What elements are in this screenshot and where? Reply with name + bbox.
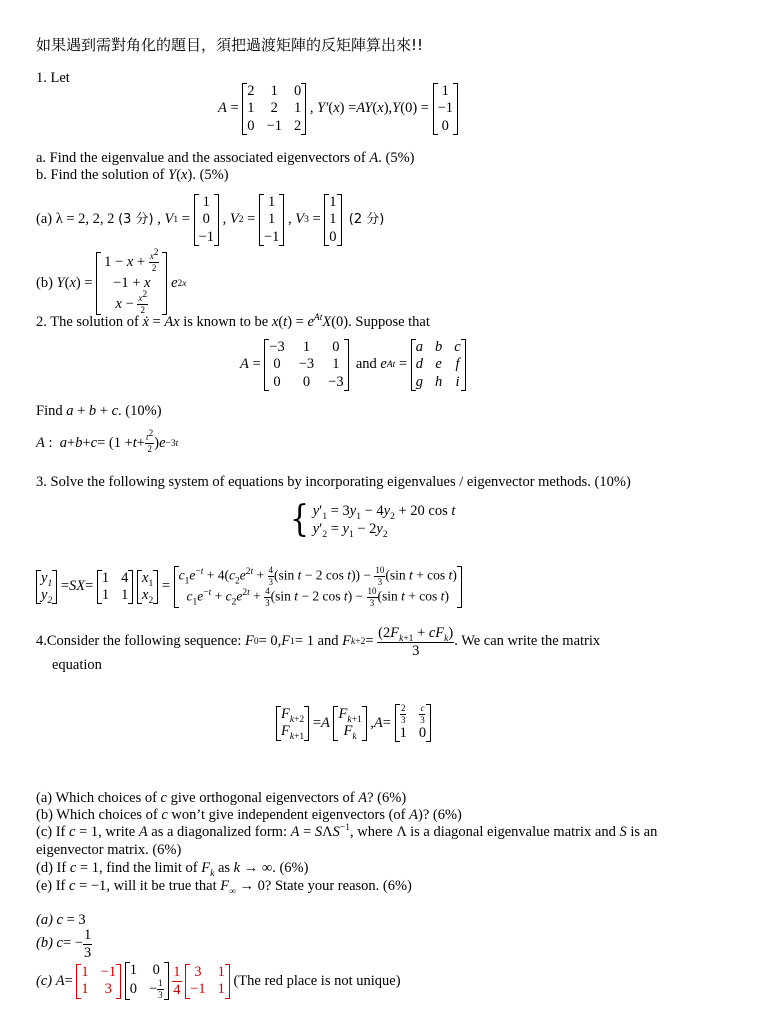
problem-3-system: { $y'_1 = 3y_1 - 4y_2 + 20$ cos t $y'_2 = y_1 - 2y_2$ (290, 498, 456, 541)
problem-3-text: 3. Solve the following system of equations by incorporating eigenvalues / eigenvector methods. (10%) (36, 474, 631, 490)
answer-3: $y_1$ $y_2$ = SX = 1 4 1 1 $x_1$ $x_2$ = $c_1e^{-t} + 4(c_2e^{2t}$ + $\frac{4}{3}$ (sin t − 2 cos t)) − $\frac{10}{3}$ (sin t + cos t) $c_1e^{-t} + c_2e^{2t}$ + $\frac{4}{3}$ (sin t − 2 cos t) − $\frac{10}{3}$ (sin t + cos t) (36, 566, 462, 608)
question-4c-line2: eigenvector matrix. (6%) (36, 842, 182, 858)
problem-4-intro-line2: equation (52, 657, 102, 673)
problem-2-matrices: A = −3 1 0 0 −3 1 0 0 −3 and e At = a b c d e f g h i (240, 339, 466, 391)
answer-4c: (c) A = 1 −1 1 3 1 0 0 − $\frac{1}{3}$ $\frac{1}{4}$ 3 1 −1 1 (The red place is not unique) (36, 962, 401, 1001)
answer-2: A : a + b + c = (1 + t + $\frac{t^2}{2}$ ) e −3t (36, 429, 179, 454)
problem-4-intro: 4.Consider the following sequence: F 0 = 0, F 1 = 1 and F k+2 = $\frac{(2F_{k+1} + cF_k)}{3}$ . We can write the matrix (36, 625, 601, 659)
problem-2-intro: 2. The solution of ẋ = Ax is known to be $x(t) = e^{At}X(0)$. Suppose that (36, 313, 430, 330)
question-4a: (a) Which choices of c give orthogonal eigenvectors of A? (6%) (36, 790, 407, 806)
question-4b: (b) Which choices of c won’t give independent eigenvectors (of A)? (6%) (36, 807, 462, 823)
problem-1-label: 1. Let (36, 70, 70, 86)
answer-4b: (b) c = − $\frac{1}{3}$ (36, 927, 92, 961)
problem-1b: b. Find the solution of Y(x). (5%) (36, 167, 229, 183)
answer-1b: (b) Y ( x ) = 1 − x + $\frac{x^2}{2}$ −1 + x x − $\frac{x^2}{2}$ e 2x (36, 248, 187, 316)
question-4d: (d) If c = 1, find the limit of $F_k$ as k → ∞. (6%) (36, 860, 309, 879)
answer-1a: (a) λ = 2, 2, 2 (3 分) , V 1 = 1 0 −1 , V 2 = 1 1 −1 , V 3 = 1 1 0 (2 分) (36, 194, 385, 245)
problem-1a: a. Find the eigenvalue and the associated eigenvectors of A. (5%) (36, 150, 415, 166)
problem-2-question: Find a + b + c. (10%) (36, 403, 162, 419)
question-4e: (e) If c = −1, will it be true that $F_\infty \to 0$? State your reason. (6%) (36, 878, 412, 897)
problem-1-equation: A = 2 1 0 1 2 1 0 −1 2 , Y′ ( x ) = AY ( x ), Y (0) = 1 −1 0 (218, 83, 458, 135)
page-header: 如果遇到需對角化的題目，須把過渡矩陣的反矩陣算出來!! (36, 36, 424, 54)
answer-4a: (a) c = 3 (36, 912, 86, 928)
question-4c: (c) If c = 1, write A as a diagonalized form: $A = S\Lambda S^{-1}$, where Λ is a diagonal eigenvalue matrix and S is an (36, 823, 658, 840)
problem-4-matrix-equation: $F_{k+2}$ $F_{k+1}$ = A $F_{k+1}$ $F_k$ , A = $\frac{2}{3}$ $\frac{c}{3}$ 1 0 (276, 704, 431, 742)
